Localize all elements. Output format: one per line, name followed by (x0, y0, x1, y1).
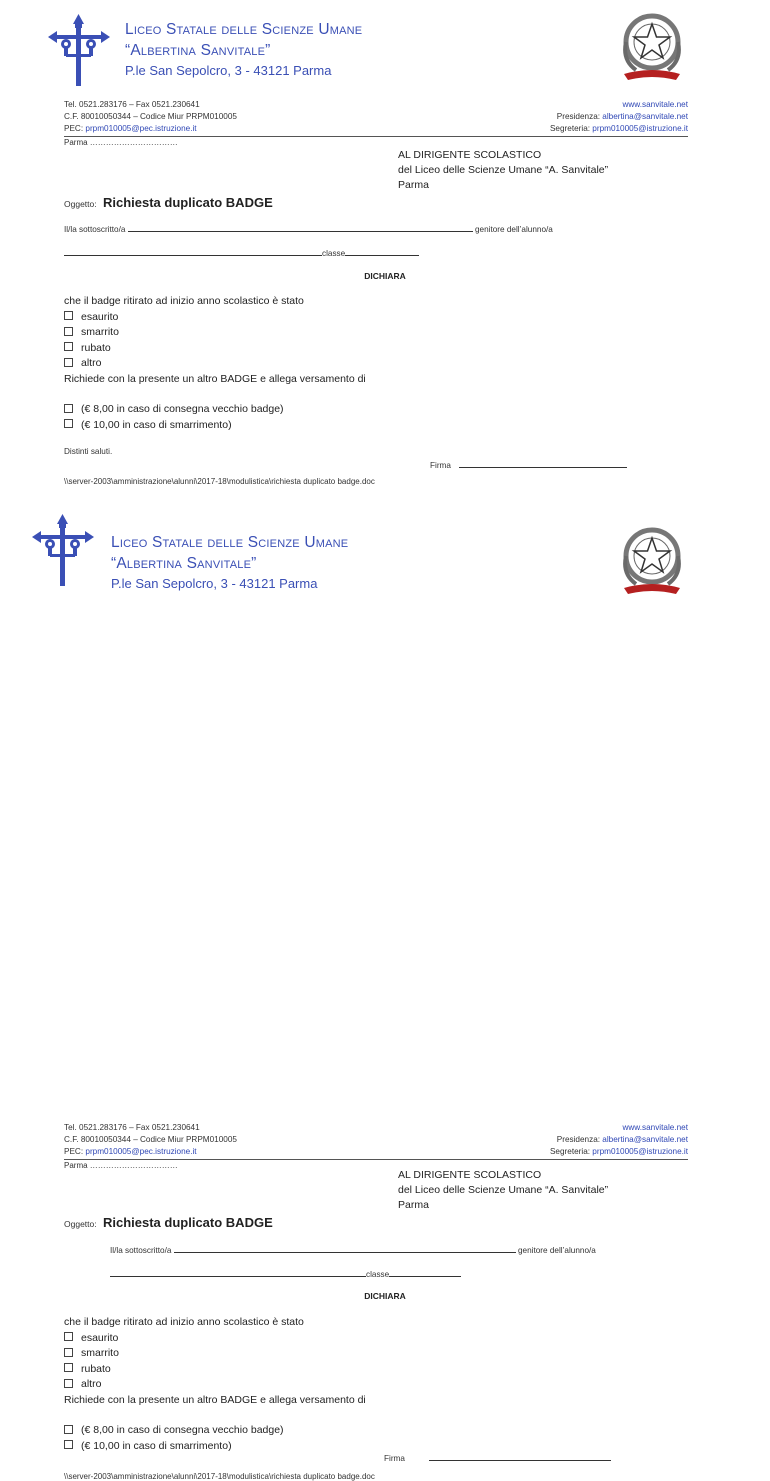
signature-line (384, 1452, 611, 1463)
declare-heading: DICHIARA (364, 1291, 406, 1301)
phone-fax: Tel. 0521.283176 – Fax 0521.230641 (64, 1123, 200, 1132)
option-label: esaurito (81, 1331, 119, 1344)
signature-label: Firma (384, 1454, 405, 1463)
request-text: Richiede con la presente un altro BADGE e allega versamento di (64, 1393, 366, 1406)
option-label: rubato (81, 1362, 111, 1375)
option-altro[interactable] (64, 1377, 366, 1393)
signature-field[interactable] (459, 459, 627, 468)
school-logo-icon (32, 514, 96, 586)
file-path: \\server-2003\amministrazione\alunni\2017-18\modulistica\richiesta duplicato badge.doc (64, 1472, 375, 1481)
checkbox[interactable] (64, 1440, 73, 1449)
class-field[interactable] (345, 247, 419, 256)
pec-email-link[interactable]: prpm010005@pec.istruzione.it (85, 1147, 197, 1156)
place-date: Parma …………………………… (64, 1161, 178, 1170)
school-header (111, 532, 348, 594)
checkbox[interactable] (64, 311, 73, 320)
school-subname: “Albertina Sanvitale” (111, 555, 257, 572)
undersigned-line (64, 223, 553, 234)
payment-label: (€ 10,00 in caso di smarrimento) (81, 418, 232, 431)
school-name: Liceo Statale delle Scienze Umane (111, 534, 349, 551)
signature-field[interactable] (429, 1452, 611, 1461)
segreteria-email-link[interactable]: prpm010005@istruzione.it (592, 124, 688, 133)
school-header (125, 19, 362, 81)
option-rubato[interactable] (64, 1362, 366, 1378)
italian-republic-emblem-icon (612, 522, 692, 602)
student-name-field[interactable] (110, 1268, 366, 1277)
tax-code: C.F. 80010050344 – Codice Miur PRPM010005 (64, 112, 237, 121)
checkbox[interactable] (64, 1348, 73, 1357)
italian-republic-emblem-icon (612, 8, 692, 88)
declare-heading: DICHIARA (364, 271, 406, 281)
recipient-school: del Liceo delle Scienze Umane “A. Sanvitale” (398, 164, 609, 176)
student-name-field[interactable] (64, 247, 322, 256)
option-label: smarrito (81, 326, 119, 338)
file-path: \\server-2003\amministrazione\alunni\2017-18\modulistica\richiesta duplicato badge.doc (64, 477, 375, 486)
declaration-body (64, 294, 366, 433)
recipient-title: AL DIRIGENTE SCOLASTICO (398, 1169, 542, 1181)
presidenza-email-link[interactable]: albertina@sanvitale.net (602, 1135, 688, 1144)
option-altro[interactable] (64, 356, 366, 372)
option-label: rubato (81, 341, 111, 354)
undersigned-field[interactable] (128, 223, 473, 232)
segreteria-label: Segreteria: (549, 1147, 593, 1156)
option-label: esaurito (81, 310, 119, 323)
checkbox[interactable] (64, 1332, 73, 1341)
statement-text: che il badge ritirato ad inizio anno scolastico è stato (64, 295, 304, 307)
option-smarrito[interactable] (64, 1346, 366, 1362)
payment-option-10[interactable] (64, 418, 366, 434)
declaration-body (64, 1315, 366, 1454)
checkbox[interactable] (64, 342, 73, 351)
pec-label: PEC: (64, 1147, 86, 1156)
subject-label: Oggetto: (64, 199, 97, 209)
recipient-city: Parma (398, 179, 429, 191)
undersigned-field[interactable] (174, 1244, 516, 1253)
tax-code: C.F. 80010050344 – Codice Miur PRPM010005 (64, 1135, 237, 1144)
payment-option-10[interactable] (64, 1439, 366, 1455)
class-field[interactable] (389, 1268, 461, 1277)
segreteria-label: Segreteria: (549, 124, 593, 133)
recipient-title: AL DIRIGENTE SCOLASTICO (398, 149, 542, 161)
checkbox[interactable] (64, 404, 73, 413)
presidenza-email-link[interactable]: albertina@sanvitale.net (602, 112, 688, 121)
recipient-block (398, 1168, 608, 1213)
checkbox[interactable] (64, 327, 73, 336)
subject-title: Richiesta duplicato BADGE (102, 195, 273, 210)
checkbox[interactable] (64, 1425, 73, 1434)
school-logo-icon (48, 14, 112, 86)
subject-line (64, 1215, 273, 1230)
signature-line (430, 459, 627, 470)
student-line (64, 247, 419, 258)
school-subname: “Albertina Sanvitale” (125, 42, 271, 59)
parent-of-label: genitore dell’alunno/a (475, 225, 553, 234)
subject-line (64, 195, 273, 210)
recipient-block (398, 148, 608, 193)
place-date: Parma …………………………… (64, 138, 178, 147)
signature-label: Firma (430, 461, 451, 470)
checkbox[interactable] (64, 1379, 73, 1388)
class-label: classe (366, 1270, 390, 1279)
pec-email-link[interactable]: prpm010005@pec.istruzione.it (85, 124, 197, 133)
option-label: altro (81, 1378, 102, 1390)
option-smarrito[interactable] (64, 325, 366, 341)
spacer (64, 1408, 366, 1423)
undersigned-label: Il/la sottoscritto/a (110, 1246, 172, 1255)
segreteria-email-link[interactable]: prpm010005@istruzione.it (592, 1147, 688, 1156)
pec-label: PEC: (64, 124, 86, 133)
parent-of-label: genitore dell’alunno/a (518, 1246, 596, 1255)
payment-option-8[interactable] (64, 1423, 366, 1439)
payment-label: (€ 8,00 in caso di consegna vecchio badge) (81, 403, 284, 415)
checkbox[interactable] (64, 1363, 73, 1372)
option-esaurito[interactable] (64, 1331, 366, 1347)
phone-fax: Tel. 0521.283176 – Fax 0521.230641 (64, 100, 200, 109)
school-address: P.le San Sepolcro, 3 - 43121 Parma (111, 576, 318, 591)
form-copy-2 (0, 510, 770, 1481)
contacts-block (64, 99, 688, 148)
option-label: smarrito (81, 1347, 119, 1359)
undersigned-line (110, 1244, 596, 1255)
presidenza-label: Presidenza: (556, 1135, 603, 1144)
payment-label: (€ 10,00 in caso di smarrimento) (81, 1439, 232, 1452)
recipient-school: del Liceo delle Scienze Umane “A. Sanvitale” (398, 1184, 609, 1196)
recipient-city: Parma (398, 1199, 429, 1211)
undersigned-label: Il/la sottoscritto/a (64, 225, 126, 234)
contacts-block (64, 1122, 688, 1171)
checkbox[interactable] (64, 419, 73, 428)
option-esaurito[interactable] (64, 310, 366, 326)
subject-title: Richiesta duplicato BADGE (102, 1215, 273, 1230)
option-rubato[interactable] (64, 341, 366, 357)
website-link[interactable]: www.sanvitale.net (622, 1123, 688, 1132)
subject-label: Oggetto: (64, 1219, 97, 1229)
presidenza-label: Presidenza: (556, 112, 603, 121)
greeting: Distinti saluti. (64, 447, 113, 456)
class-label: classe (322, 249, 346, 258)
website-link[interactable]: www.sanvitale.net (622, 100, 688, 109)
school-name: Liceo Statale delle Scienze Umane (125, 21, 363, 38)
option-label: altro (81, 357, 102, 369)
checkbox[interactable] (64, 358, 73, 367)
payment-label: (€ 8,00 in caso di consegna vecchio badge) (81, 1424, 284, 1436)
request-text: Richiede con la presente un altro BADGE e allega versamento di (64, 372, 366, 385)
student-line (110, 1268, 461, 1279)
statement-text: che il badge ritirato ad inizio anno scolastico è stato (64, 1316, 304, 1328)
school-address: P.le San Sepolcro, 3 - 43121 Parma (125, 63, 332, 78)
payment-option-8[interactable] (64, 402, 366, 418)
spacer (64, 387, 366, 402)
form-copy-1 (0, 0, 770, 505)
